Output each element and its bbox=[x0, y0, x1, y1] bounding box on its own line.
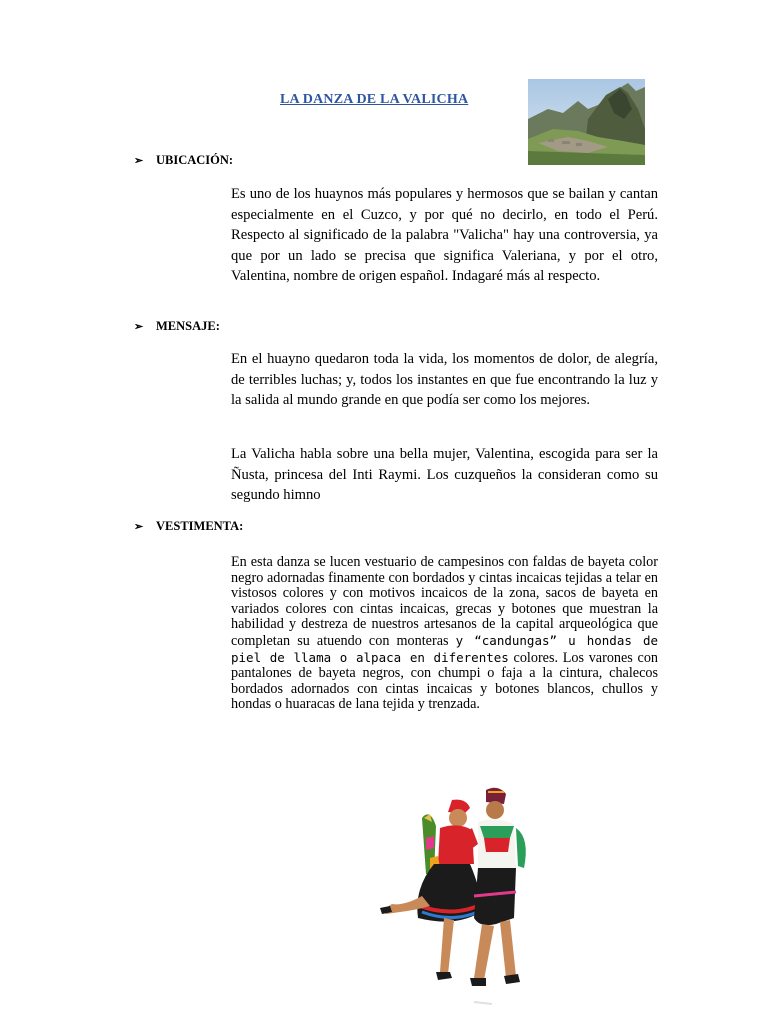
section-heading-label: VESTIMENTA: bbox=[156, 519, 244, 533]
section-heading-vestimenta bbox=[134, 519, 243, 534]
section-heading-label: MENSAJE: bbox=[156, 319, 220, 333]
section-heading-mensaje bbox=[134, 319, 220, 334]
section-heading-ubicacion bbox=[134, 153, 233, 168]
bullet-arrow-icon: ➢ bbox=[134, 321, 144, 333]
ubicacion-paragraph: Es uno de los huaynos más populares y hermosos que se bailan y cantan especialmente en el Cuzco, y por qué no decirlo, en todo el Perú. Respecto al significado de la palabra "Valicha" hay una controversia, ya que por un lado se precisa que significa Valeriana, y por el otro, Valentina, nombre de origen español. Indagaré más al respecto. bbox=[231, 186, 658, 284]
machu-picchu-photo bbox=[528, 79, 645, 165]
bullet-arrow-icon: ➢ bbox=[134, 155, 144, 167]
vestimenta-text-part2: y “candungas” u hondas de piel de llama o alpaca en diferentes bbox=[231, 632, 659, 665]
mensaje-paragraph-2: La Valicha habla sobre una bella mujer, Valentina, escogida para ser la Ñusta, princesa del Inti Raymi. Los cuzqueños la consideran como su segundo himno bbox=[231, 446, 658, 503]
mensaje-paragraph-1: En el huayno quedaron toda la vida, los momentos de dolor, de alegría, de terribles luchas; y, todos los instantes en que fue encontrando la luz y la salida al mundo grande en que podía ser como los mejores. bbox=[231, 351, 658, 408]
dancers-photo bbox=[374, 778, 536, 1014]
vestimenta-text-part3: colores. Los varones con pantalones de bayeta negros, con chumpi o faja a la cintura, chalecos bordados adornados con cintas incaicas y botones blancos, chullos y hondas o huaracas de lana tejida y trenzada. bbox=[231, 649, 659, 713]
bullet-arrow-icon: ➢ bbox=[134, 521, 144, 533]
vestimenta-paragraph bbox=[231, 555, 658, 713]
vestimenta-text-part1: En esta danza se lucen vestuario de campesinos con faldas de bayeta color negro adornadas finamente con bordados y cintas incaicas tejidas a telar en vistosos colores y con motivos incaicos de la zona, sacos de bayeta en variados colores con cintas incaicas, grecas y botones que muestran la habilidad y destreza de nuestros artesanos de la capital arqueológica que completan su atuendo con monteras bbox=[231, 554, 658, 649]
section-heading-label: UBICACIÓN: bbox=[156, 153, 234, 167]
document-title: LA DANZA DE LA VALICHA bbox=[280, 92, 469, 107]
